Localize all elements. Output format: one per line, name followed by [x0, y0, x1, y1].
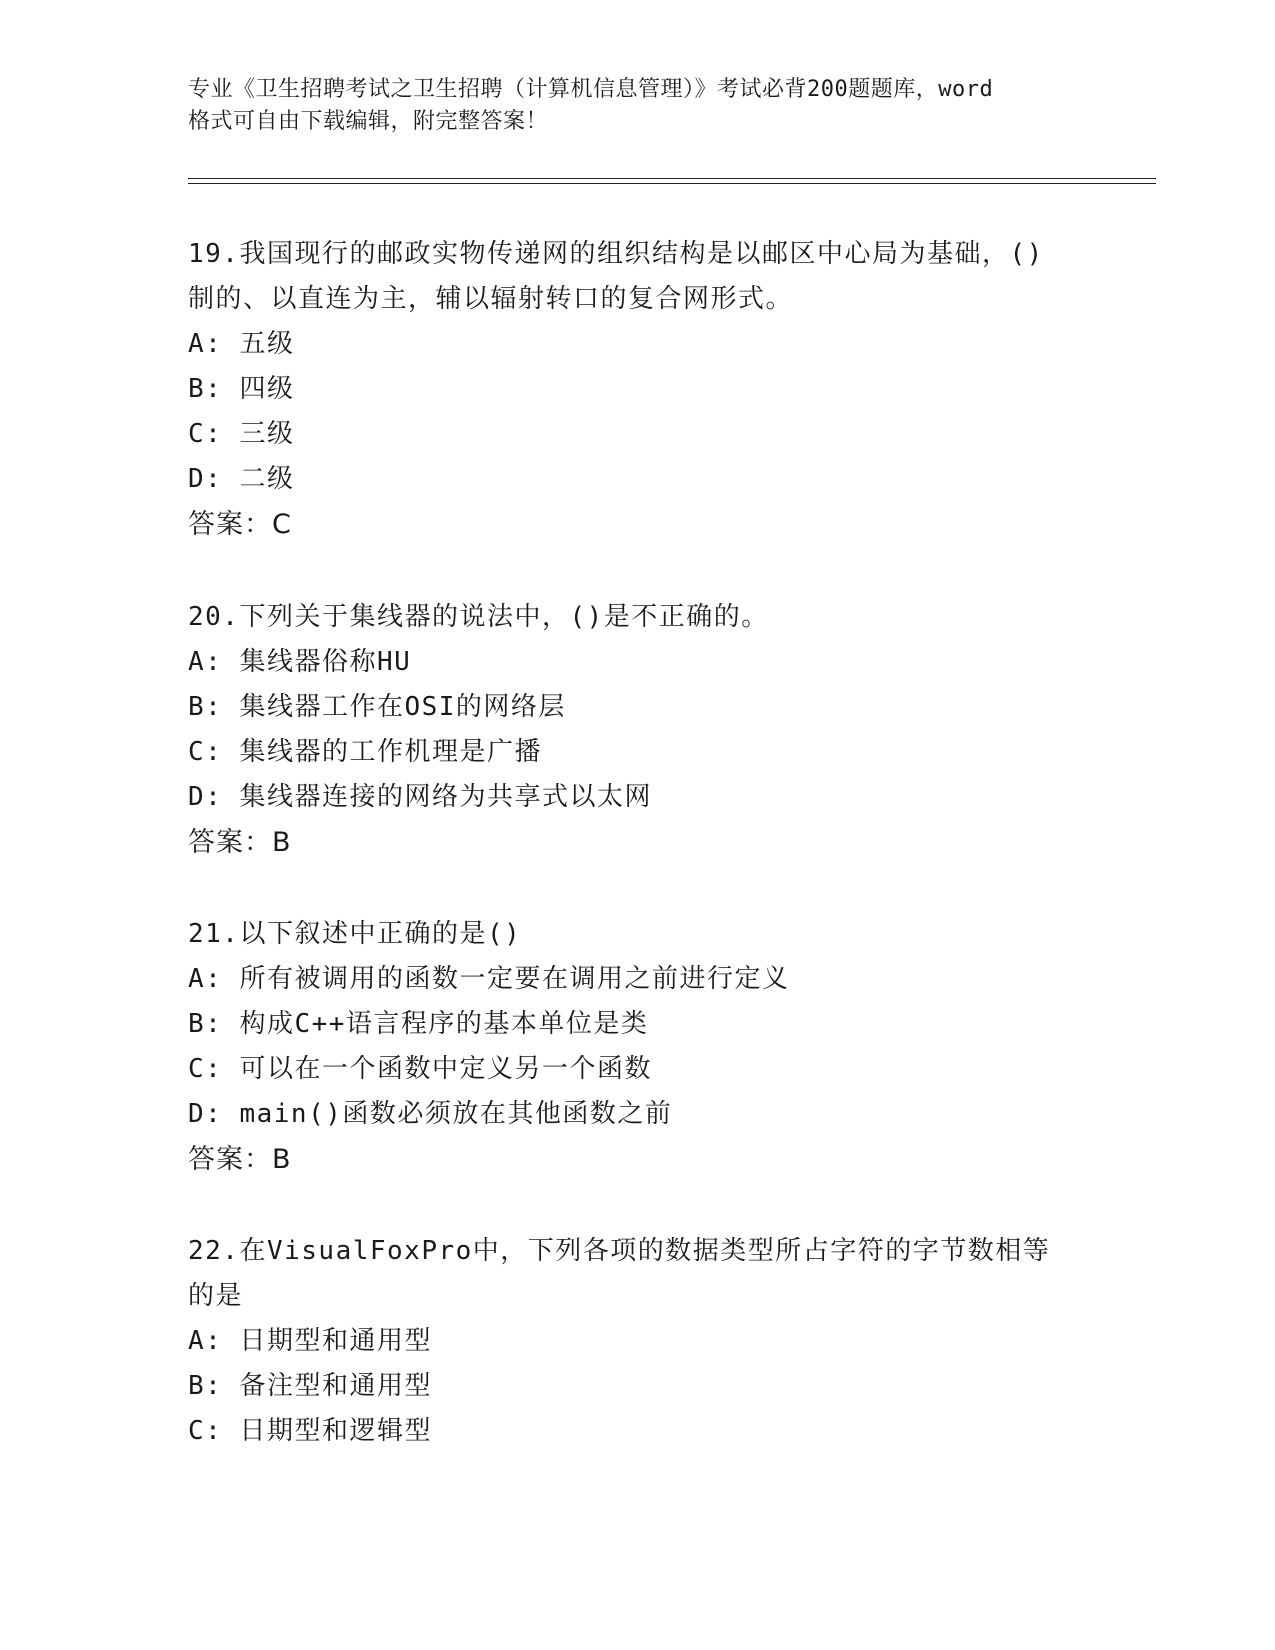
option-c: C: 集线器的工作机理是广播 [188, 737, 542, 767]
question-stem-line: 20.下列关于集线器的说法中，()是不正确的。 [188, 602, 769, 632]
option-b: B: 四级 [188, 374, 295, 404]
question-21 [188, 912, 1088, 1182]
option-c: C: 三级 [188, 419, 295, 449]
option-d: D: main()函数必须放在其他函数之前 [188, 1099, 673, 1129]
question-stem-line: 的是 [188, 1281, 244, 1311]
question-19 [188, 232, 1088, 547]
header-divider-bottom [188, 183, 1156, 184]
header-line-2: 格式可自由下载编辑，附完整答案！ [188, 109, 549, 134]
option-a: A: 五级 [188, 329, 295, 359]
header-line-1: 专业《卫生招聘考试之卫生招聘（计算机信息管理）》考试必背200题题库，word [188, 77, 994, 102]
option-c: C: 可以在一个函数中定义另一个函数 [188, 1054, 652, 1084]
question-22 [188, 1229, 1088, 1454]
option-d: D: 二级 [188, 464, 295, 494]
option-a: A: 集线器俗称HU [188, 647, 412, 677]
document-header [188, 74, 1088, 138]
answer-line: 答案：B [188, 827, 292, 858]
option-d: D: 集线器连接的网络为共享式以太网 [188, 782, 652, 812]
question-stem-line: 22.在VisualFoxPro中，下列各项的数据类型所占字符的字节数相等 [188, 1236, 1051, 1266]
option-a: A: 日期型和通用型 [188, 1326, 432, 1356]
option-b: B: 集线器工作在OSI的网络层 [188, 692, 566, 722]
question-stem-line: 21.以下叙述中正确的是() [188, 919, 522, 949]
question-20 [188, 595, 1088, 865]
answer-line: 答案：B [188, 1144, 292, 1175]
header-divider-top [188, 178, 1156, 179]
option-b: B: 构成C++语言程序的基本单位是类 [188, 1009, 649, 1039]
option-b: B: 备注型和通用型 [188, 1371, 432, 1401]
option-a: A: 所有被调用的函数一定要在调用之前进行定义 [188, 964, 790, 994]
answer-line: 答案：C [188, 509, 292, 540]
question-stem-line: 19.我国现行的邮政实物传递网的组织结构是以邮区中心局为基础，() [188, 239, 1044, 269]
option-c: C: 日期型和逻辑型 [188, 1416, 432, 1446]
question-stem-line: 制的、以直连为主，辅以辐射转口的复合网形式。 [188, 284, 794, 314]
